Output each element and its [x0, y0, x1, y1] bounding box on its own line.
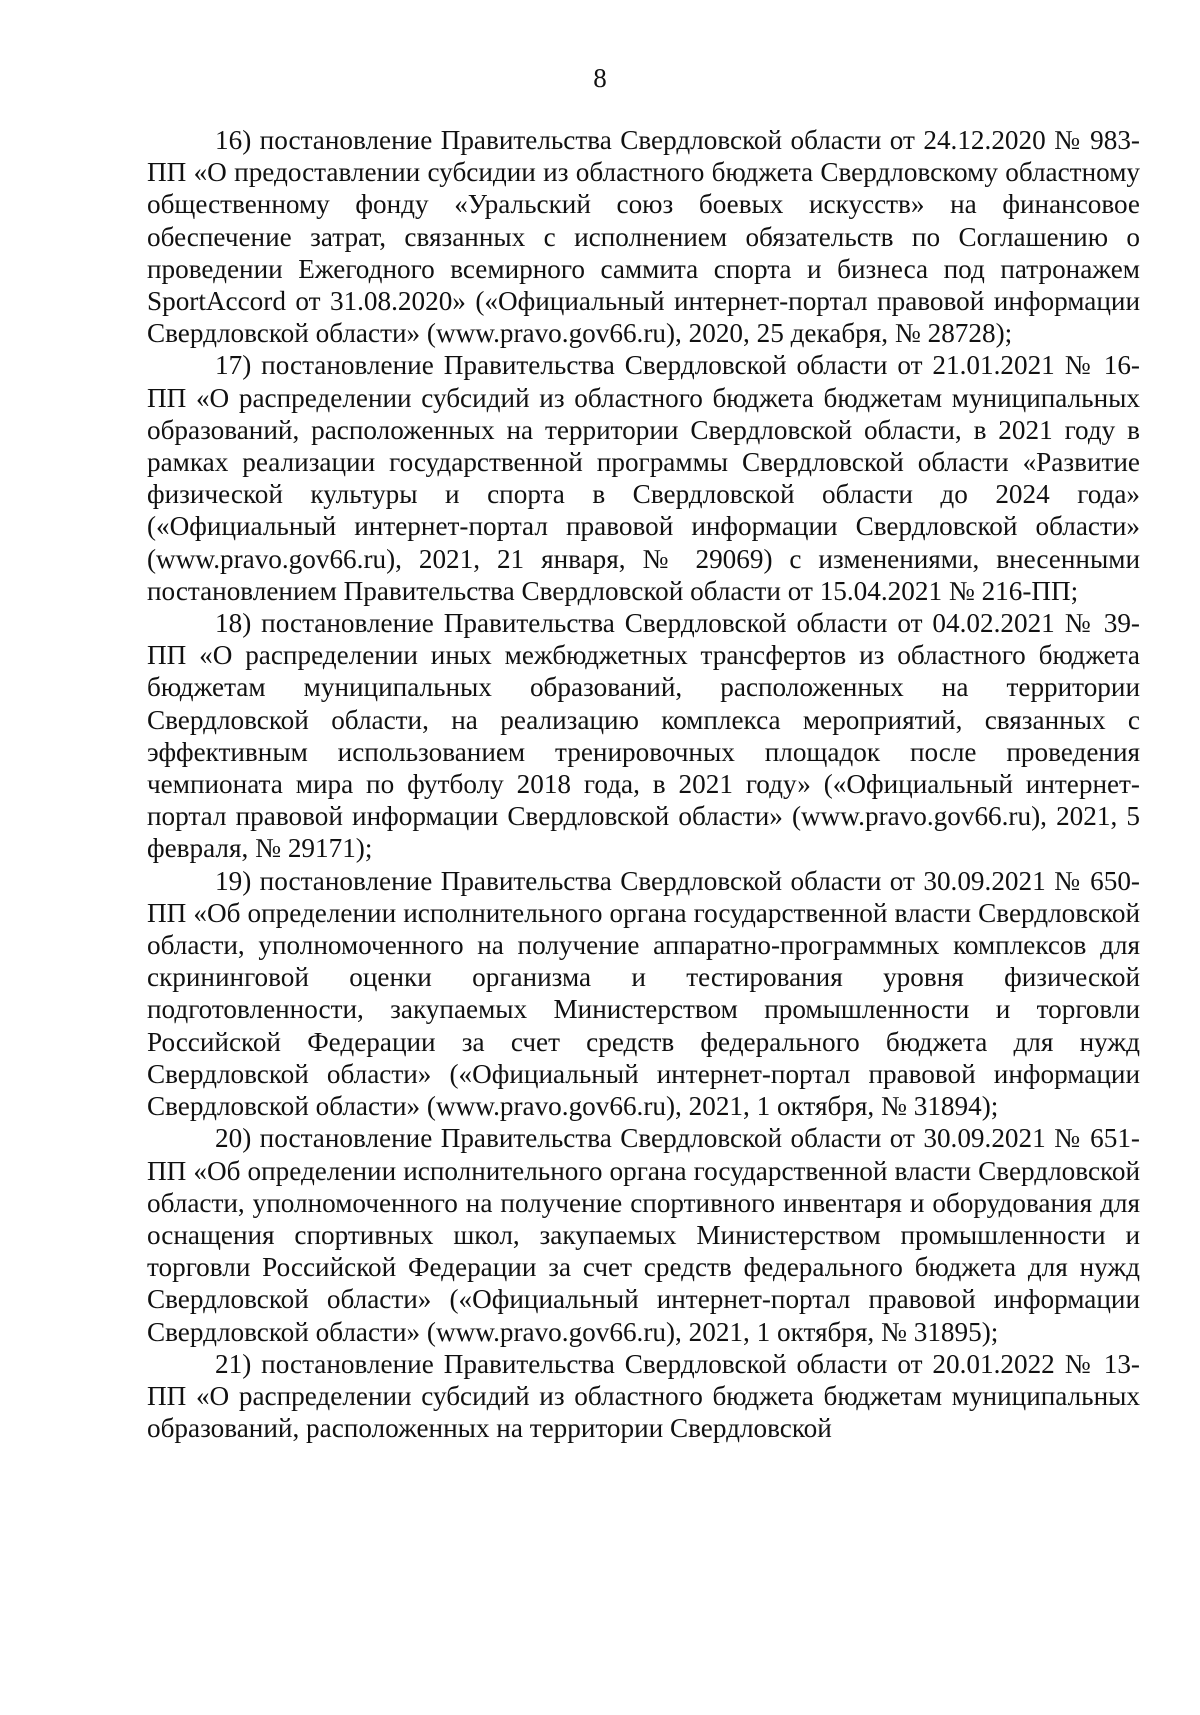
- document-body: [147, 124, 1140, 1444]
- list-item-21: 21) постановление Правительства Свердловской области от 20.01.2022 № 13-ПП «О распределении субсидий из областного бюджета бюджетам муниципальных образований, расположенных на территории Свердловской: [147, 1348, 1140, 1444]
- list-item-20: 20) постановление Правительства Свердловской области от 30.09.2021 № 651-ПП «Об определении исполнительного органа государственной власти Свердловской области, уполномоченного на получение спортивного инвентаря и оборудования для оснащения спортивных школ, закупаемых Министерством промышленности и торговли Российской Федерации за счет средств федерального бюджета для нужд Свердловской области» («Официальный интернет-портал правовой информации Свердловской области» (www.pravo.gov66.ru), 2021, 1 октября, № 31895);: [147, 1123, 1140, 1347]
- list-item-18: 18) постановление Правительства Свердловской области от 04.02.2021 № 39-ПП «О распределении иных межбюджетных трансфертов из областного бюджета бюджетам муниципальных образований, расположенных на территории Свердловской области, на реализацию комплекса мероприятий, связанных с эффективным использованием тренировочных площадок после проведения чемпионата мира по футболу 2018 года, в 2021 году» («Официальный интернет-портал правовой информации Свердловской области» (www.pravo.gov66.ru), 2021, 5 февраля, № 29171);: [147, 608, 1140, 864]
- list-item-19: 19) постановление Правительства Свердловской области от 30.09.2021 № 650-ПП «Об определении исполнительного органа государственной власти Свердловской области, уполномоченного на получение аппаратно-программных комплексов для скрининговой оценки организма и тестирования уровня физической подготовленности, закупаемых Министерством промышленности и торговли Российской Федерации за счет средств федерального бюджета для нужд Свердловской области» («Официальный интернет-портал правовой информации Свердловской области» (www.pravo.gov66.ru), 2021, 1 октября, № 31894);: [147, 865, 1140, 1122]
- page-number: 8: [593, 63, 607, 93]
- list-item-16: 16) постановление Правительства Свердловской области от 24.12.2020 № 983-ПП «О предоставлении субсидии из областного бюджета Свердловскому областному общественному фонду «Уральский союз боевых искусств» на финансовое обеспечение затрат, связанных с исполнением обязательств по Соглашению о проведении Ежегодного всемирного саммита спорта и бизнеса под патронажем SportAccord от 31.08.2020» («Официальный интернет-портал правовой информации Свердловской области» (www.pravo.gov66.ru), 2020, 25 декабря, № 28728);: [147, 125, 1140, 349]
- list-item-17: 17) постановление Правительства Свердловской области от 21.01.2021 № 16-ПП «О распределении субсидий из областного бюджета бюджетам муниципальных образований, расположенных на территории Свердловской области, в 2021 году в рамках реализации государственной программы Свердловской области «Развитие физической культуры и спорта в Свердловской области до 2024 года» («Официальный интернет-портал правовой информации Свердловской области» (www.pravo.gov66.ru), 2021, 21 января, № 29069) с изменениями, внесенными постановлением Правительства Свердловской области от 15.04.2021 № 216-ПП;: [147, 350, 1140, 606]
